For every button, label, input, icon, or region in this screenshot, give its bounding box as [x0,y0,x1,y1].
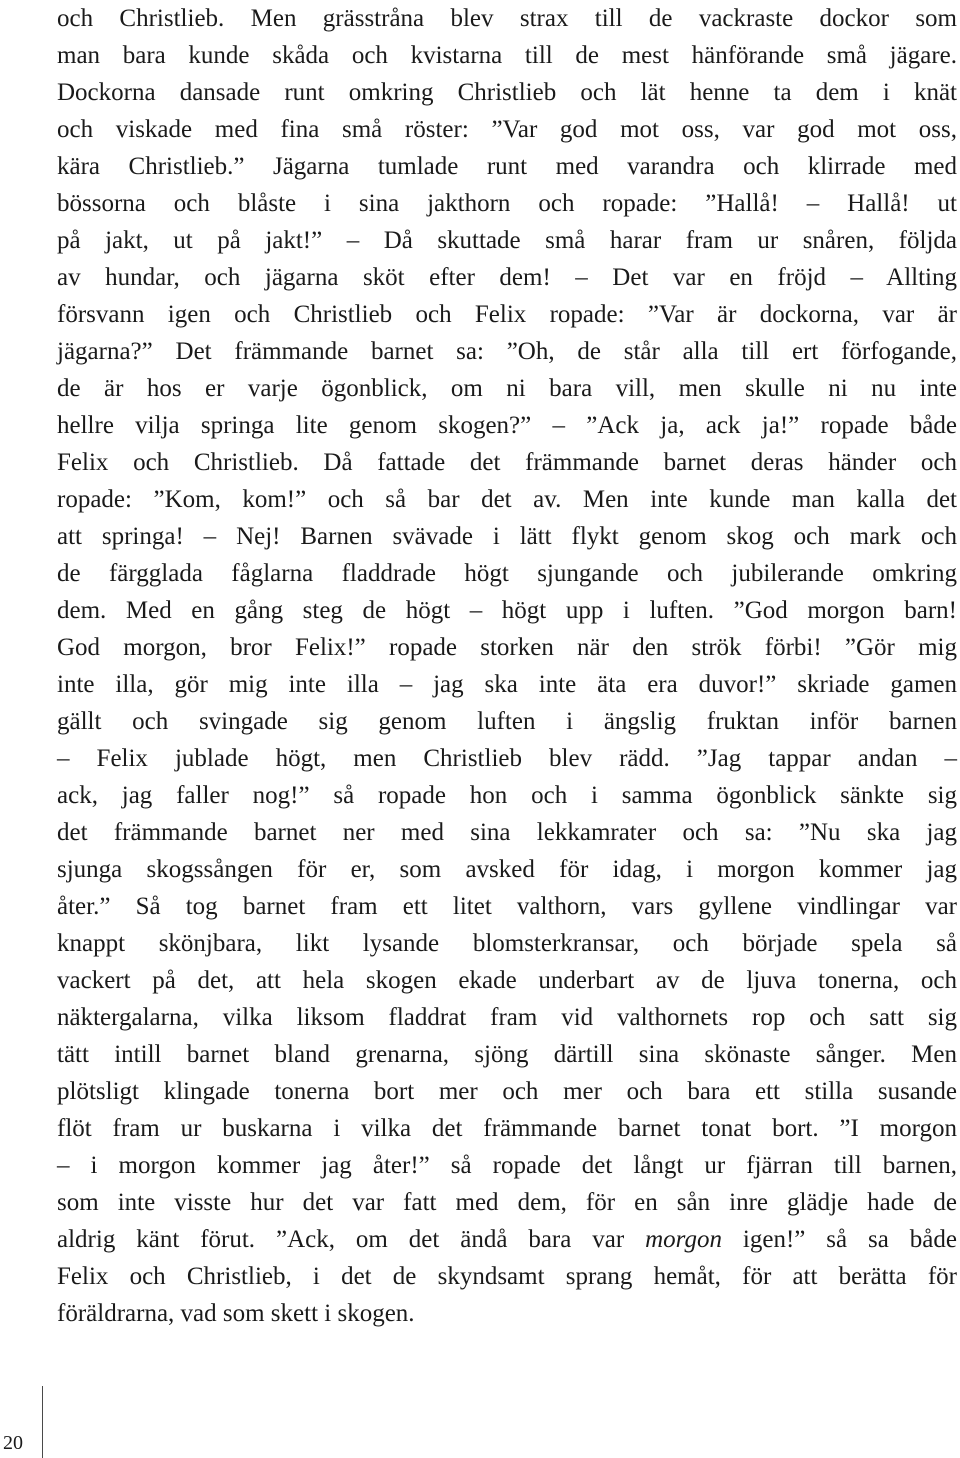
text-line: dem. Med en gång steg de högt – högt upp i luften. ”God morgon barn! [57,597,957,624]
text-line: och Christlieb. Men grässtråna blev strax till de vackraste dockor som [57,5,957,32]
text-line: de är hos er varje ögonblick, om ni bara vill, men skulle ni nu inte [57,375,957,402]
text-line: de färgglada fåglarna fladdrade högt sjungande och jubilerande omkring [57,560,957,587]
text-line: hellre vilja springa lite genom skogen?” – ”Ack ja, ack ja!” ropade både [57,412,957,439]
text-line: jägarna?” Det främmande barnet sa: ”Oh, de står alla till ert förfogande, [57,338,957,365]
text-segment: igen!” så sa både [721,1226,957,1253]
text-line: försvann igen och Christlieb och Felix ropade: ”Var är dockorna, var är [57,301,957,328]
text-line: Dockorna dansade runt omkring Christlieb och lät henne ta dem i knät [57,79,957,106]
text-segment: aldrig känt förut. ”Ack, om det ändå bara var [57,1226,646,1253]
text-line: näktergalarna, vilka liksom fladdrat fram vid valthornets rop och satt sig [57,1004,957,1031]
text-line: knappt skönjbara, likt lysande blomsterkransar, och började spela så [57,930,957,957]
text-line: – i morgon kommer jag åter!” så ropade det långt ur fjärran till barnen, [57,1152,957,1179]
text-line: inte illa, gör mig inte illa – jag ska inte äta era duvor!” skriade gamen [57,671,957,698]
text-line: det främmande barnet ner med sina lekkamrater och sa: ”Nu ska jag [57,819,957,846]
text-line: ack, jag faller nog!” så ropade hon och i samma ögonblick sänkte sig [57,782,957,809]
page-number: 20 [3,1432,23,1454]
text-line: Felix och Christlieb. Då fattade det främmande barnet deras händer och [57,449,957,476]
margin-rule [42,1386,43,1458]
text-line: av hundar, och jägarna sköt efter dem! – Det var en fröjd – Allting [57,264,957,291]
text-line: kära Christlieb.” Jägarna tumlade runt med varandra och klirrade med [57,153,957,180]
body-text [57,0,957,1332]
text-line: Felix och Christlieb, i det de skyndsamt sprang hemåt, för att berätta för [57,1263,957,1290]
text-line: på jakt, ut på jakt!” – Då skuttade små harar fram ur snåren, följda [57,227,957,254]
text-line: flöt fram ur buskarna i vilka det främmande barnet tonat bort. ”I morgon [57,1115,957,1142]
text-line: tätt intill barnet bland grenarna, sjöng därtill sina skönaste sånger. Men [57,1041,957,1068]
text-line: åter.” Så tog barnet fram ett litet valthorn, vars gyllene vindlingar var [57,893,957,920]
text-line: God morgon, bror Felix!” ropade storken när den strök förbi! ”Gör mig [57,634,957,661]
text-line-with-italic [57,1221,957,1258]
text-line: som inte visste hur det var fatt med dem, för en sån inre glädje hade de [57,1189,957,1216]
italic-word: morgon [645,1226,722,1253]
text-line: plötsligt klingade tonerna bort mer och mer och bara ett stilla susande [57,1078,957,1105]
text-line: bössorna och blåste i sina jakthorn och ropade: ”Hallå! – Hallå! ut [57,190,957,217]
text-line-last: föräldrarna, vad som skett i skogen. [57,1300,415,1327]
text-line: sjunga skogssången för er, som avsked för idag, i morgon kommer jag [57,856,957,883]
text-line: man bara kunde skåda och kvistarna till de mest hänförande små jägare. [57,42,957,69]
text-line: att springa! – Nej! Barnen svävade i lätt flykt genom skog och mark och [57,523,957,550]
text-line: vackert på det, att hela skogen ekade underbart av de ljuva tonerna, och [57,967,957,994]
text-line: ropade: ”Kom, kom!” och så bar det av. Men inte kunde man kalla det [57,486,957,513]
text-line: gällt och svingade sig genom luften i ängslig fruktan inför barnen [57,708,957,735]
text-line: – Felix jublade högt, men Christlieb blev rädd. ”Jag tappar andan – [57,745,957,772]
text-line: och viskade med fina små röster: ”Var god mot oss, var god mot oss, [57,116,957,143]
